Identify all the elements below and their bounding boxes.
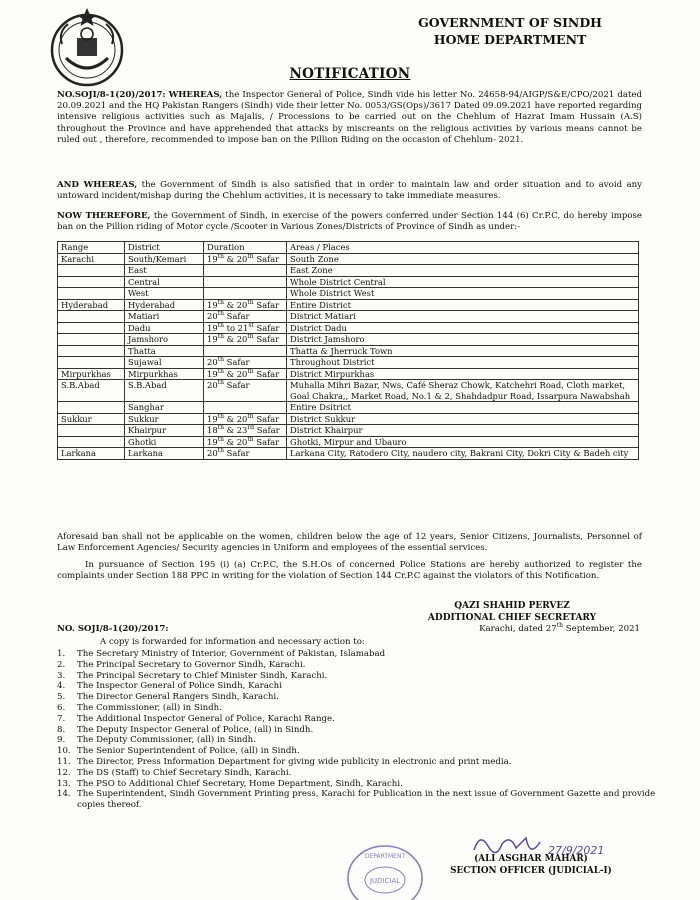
table-row [58,402,639,414]
paragraph-complaints: In pursuance of Section 195 (i) (a) Cr.P.C, the S.H.Os of concerned Police Stations are hereby authorized to register the complaints under Section 188 PPC in writing for the violation of Section 144 Cr.P.C against the violators of this Notification. [57,560,642,582]
cell-duration: 19th & 20th Safar [204,299,287,311]
cell-range: Mirpurkhas [58,368,125,380]
cell-district: South/Kemari [125,253,204,265]
cell-duration: 20th Safar [204,357,287,369]
header-range: Range [58,242,125,254]
cell-duration: 19th & 20th Safar [204,334,287,346]
list-item-text: The PSO to Additional Chief Secretary, Home Department, Sindh, Karachi. [77,778,403,789]
cell-areas: Muhalla Mihri Bazar, Nws, Café Sheraz Chowk, Katchehri Road, Cloth market, Goal Chakra,, Market Road, No.1 & 2, Shahdadpur Road, Issarpura Nawabshah [287,380,639,402]
table-row [58,357,639,369]
paragraph-whereas [57,90,642,146]
svg-text:JUDICIAL: JUDICIAL [369,877,401,885]
list-item-number: 7. [57,713,66,724]
paragraph-now-therefore [57,211,642,233]
cell-duration [204,402,287,414]
svg-text:DEPARTMENT: DEPARTMENT [364,853,406,860]
cell-range: Larkana [58,448,125,460]
cell-duration: 20th Safar [204,311,287,323]
and-whereas-text: the Government of Sindh is also satisfied that in order to maintain law and order situation and to avoid any untoward incident/mishap during the Chehlum activities, it is necessary to take immediate measures. [57,180,642,202]
dated-line [450,624,640,635]
list-item [57,692,657,703]
cell-district: Dadu [125,322,204,334]
table-row [58,299,639,311]
cell-district: Mirpurkhas [125,368,204,380]
cell-range [58,265,125,277]
department-name: HOME DEPARTMENT [433,32,587,47]
table-header-row [58,242,639,254]
table-row [58,334,639,346]
government-name: GOVERNMENT OF SINDH [418,15,602,30]
list-item-text: The Superintendent, Sindh Government Printing press, Karachi for Publication in the next issue of Government Gazette and provide copies thereof. [77,789,656,811]
table-row [58,322,639,334]
list-item-text: The Inspector General of Police Sindh, Karachi [77,681,282,692]
table-body [58,253,639,459]
cell-district: Matiari [125,311,204,323]
table-row [58,345,639,357]
cell-duration: 19th & 20th Safar [204,436,287,448]
list-item-text: The Secretary Ministry of Interior, Government of Pakistan, Islamabad [77,649,386,659]
officer-block [446,853,616,877]
cell-range [58,334,125,346]
table-row [58,380,639,402]
cell-duration: 20th Safar [204,448,287,460]
list-item [57,725,657,736]
list-item-number: 6. [57,702,66,713]
cell-district: Ghotki [125,436,204,448]
table-row [58,413,639,425]
list-item-number: 11. [57,756,71,767]
cell-areas: District Khairpur [287,425,639,437]
cell-range: S.B.Abad [58,380,125,402]
whereas-text: the Inspector General of Police, Sindh vide his letter No. 24658-94/AIGP/S&E/CPO/2021 dated 20.09.2021 and the HQ Pakistan Rangers (Sindh) vide their letter No. 0053/GS(Ops)/3617 Dated 09.09.2021 have reported regarding intensive religious activities such as Majalis, / Processions to be carried out on the Chehlum of Hazrat Imam Hussain (A.S) throughout the Province and have apprehended that attacks by miscreants on the religious activities by various means cannot be ruled out , therefore, recommended to impose ban on the Pillion Riding on the occasion of Chehlum- 2021. [57,90,642,145]
dated-text: Karachi, dated 27th September, 2021 [479,622,640,634]
notification-title: NOTIFICATION [289,66,411,82]
cell-district: Sanghar [125,402,204,414]
cell-duration: 19th & 20th Safar [204,253,287,265]
list-item-number: 9. [57,735,66,746]
signatory-designation: ADDITIONAL CHIEF SECRETARY [427,613,597,623]
officer-name: (ALI ASGHAR MAHAR) [474,854,588,864]
cell-areas: Entire Dsitrict [287,402,639,414]
cell-range [58,345,125,357]
cell-areas: Whole District Central [287,276,639,288]
cell-areas: Thatta & Jherruck Town [287,345,639,357]
cell-duration [204,288,287,300]
cell-areas: District Matiari [287,311,639,323]
cell-range: Sukkur [58,413,125,425]
list-item-text: The Additional Inspector General of Police, Karachi Range. [77,713,335,724]
list-item-number: 14. [57,789,71,800]
list-item-number: 1. [57,649,66,659]
cell-range: Karachi [58,253,125,265]
list-item [57,779,657,790]
list-item-number: 12. [57,767,71,778]
list-item-text: The Principal Secretary to Chief Minister Sindh, Karachi. [77,670,328,681]
table-row [58,368,639,380]
cell-range [58,276,125,288]
list-item [57,703,657,714]
signatory-block [412,600,612,624]
letterhead [418,14,602,48]
list-item [57,671,657,682]
table-row [58,425,639,437]
list-item [57,714,657,725]
list-item-text: The Deputy Inspector General of Police, (all) in Sindh. [77,724,314,735]
list-item-text: The Senior Superintendent of Police, (all) in Sindh. [77,746,300,757]
list-item-number: 5. [57,692,66,703]
header-district: District [125,242,204,254]
cell-district: Khairpur [125,425,204,437]
list-item-text: The Director General Rangers Sindh, Karachi. [77,692,279,703]
cell-areas: District Dadu [287,322,639,334]
list-item-text: The Commissioner, (all) in Sindh. [77,702,222,713]
header-duration: Duration [204,242,287,254]
cell-range [58,402,125,414]
cell-district: Jamshoro [125,334,204,346]
table-row [58,253,639,265]
cell-district: Thatta [125,345,204,357]
list-item [57,757,657,768]
list-item-number: 8. [57,724,66,735]
cell-duration [204,345,287,357]
list-item [57,649,657,660]
signatory-name: QAZI SHAHID PERVEZ [454,601,570,611]
list-item-number: 10. [57,746,71,757]
cell-district: Larkana [125,448,204,460]
copy-intro: A copy is forwarded for information and necessary action to: [100,637,365,647]
list-item-number: 2. [57,659,66,670]
cell-district: West [125,288,204,300]
table-row [58,311,639,323]
cell-district: Sukkur [125,413,204,425]
cell-district: East [125,265,204,277]
table-row [58,436,639,448]
and-whereas-lead: AND WHEREAS, [57,180,138,190]
paragraph-exemptions: Aforesaid ban shall not be applicable on the women, children below the age of 12 years, Senior Citizens, Journalists, Personnel of Law Enforcement Agencies/ Security agencies in Uniform and employees of the essential services. [57,532,642,554]
cell-areas: Throughout District [287,357,639,369]
cell-duration: 19th & 20th Safar [204,368,287,380]
cell-range [58,322,125,334]
cell-duration [204,265,287,277]
list-item-text: The DS (Staff) to Chief Secretary Sindh, Karachi. [77,767,292,778]
officer-designation: SECTION OFFICER (JUDICIAL-I) [450,866,612,876]
cell-areas: South Zone [287,253,639,265]
department-stamp [344,838,426,900]
list-item [57,660,657,671]
cell-areas: District Sukkur [287,413,639,425]
list-item [57,789,657,811]
cell-range [58,311,125,323]
list-item-number: 3. [57,670,66,681]
now-therefore-text: the Government of Sindh, in exercise of the powers conferred under Section 144 (6) Cr.P.C, do hereby impose ban on the Pillion riding of Motor cycle /Scooter in Various Zones/Districts of Province of Sindh as under:- [57,211,643,233]
list-item [57,768,657,779]
copy-reference: NO. SOJI/8-1(20)/2017: [57,624,169,634]
cell-range: Hyderabad [58,299,125,311]
cell-areas: East Zone [287,265,639,277]
list-item [57,681,657,692]
cell-duration: 19th & 20th Safar [204,413,287,425]
cell-areas: District Jamshoro [287,334,639,346]
cell-range [58,357,125,369]
table-row [58,276,639,288]
cell-areas: Whole District West [287,288,639,300]
paragraph-and-whereas [57,180,642,202]
list-item-number: 13. [57,778,71,789]
cell-range [58,436,125,448]
cell-duration: 20th Safar [204,380,287,402]
list-item [57,735,657,746]
cell-duration: 19th to 21st Safar [204,322,287,334]
table-row [58,448,639,460]
list-item [57,746,657,757]
whereas-lead: WHEREAS, [168,90,223,100]
ban-areas-table [57,241,639,460]
cell-areas: Entire District [287,299,639,311]
cell-areas: Ghotki, Mirpur and Ubauro [287,436,639,448]
table-row [58,265,639,277]
cell-district: Hyderabad [125,299,204,311]
cell-duration [204,276,287,288]
now-therefore-lead: NOW THEREFORE, [57,211,151,221]
table-row [58,288,639,300]
recipient-list [57,649,657,811]
cell-areas: District Mirpurkhas [287,368,639,380]
list-item-text: The Deputy Commissioner, (all) in Sindh. [77,735,256,746]
handwritten-date: 27/9/2021 [548,844,605,857]
cell-district: Sujawal [125,357,204,369]
header-areas: Areas / Places [287,242,639,254]
cell-district: Central [125,276,204,288]
cell-district: S.B.Abad [125,380,204,402]
reference-number: NO.SOJI/8-1(20)/2017: [57,90,166,100]
cell-areas: Larkana City, Ratodero City, naudero city, Bakrani City, Dokri City & Badeh city [287,448,639,460]
list-item-text: The Principal Secretary to Governor Sindh, Karachi. [77,659,306,670]
cell-range [58,288,125,300]
cell-duration: 18th & 23rd Safar [204,425,287,437]
cell-range [58,425,125,437]
list-item-number: 4. [57,681,66,692]
list-item-text: The Director, Press Information Department for giving wide publicity in electronic and print media. [77,756,512,767]
